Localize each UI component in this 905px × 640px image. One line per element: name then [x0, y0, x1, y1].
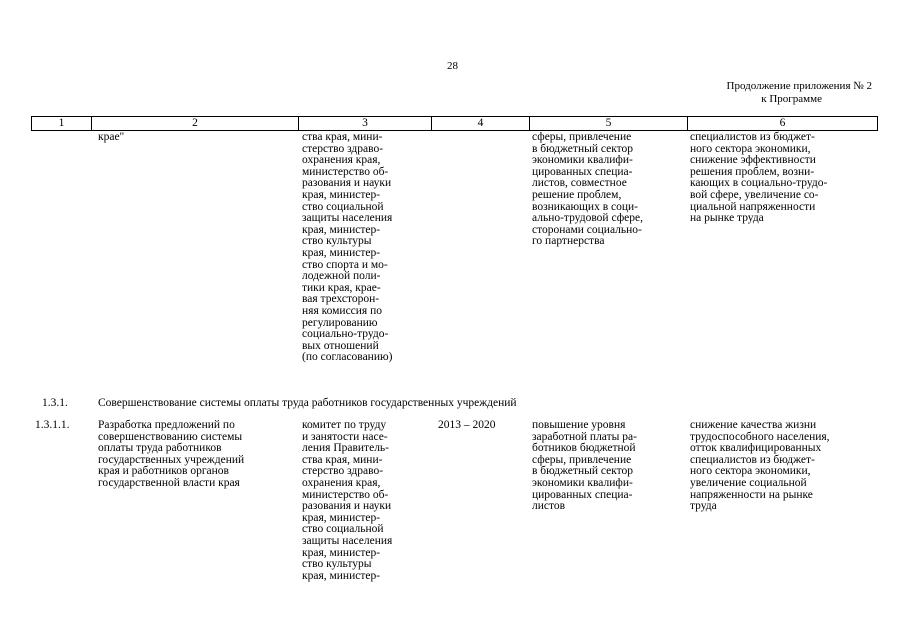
row-1311-measure: Разработка предложений по совершенствованию системы оплаты труда работников государственных учреждений края и работников органов государственной власти края: [98, 419, 245, 489]
column-header-1: 1: [32, 117, 92, 131]
continuation-note: [660, 80, 872, 106]
row-1311-number: 1.3.1.1.: [35, 419, 70, 431]
block1-expected-result: сферы, привлечение в бюджетный сектор экономики квалифи- цированных специа- листов, совместное решение проблем, возникающих в соци- ально-трудовой сфере, сторонами социально- го партнерства: [532, 131, 643, 248]
row-1311-responsible: комитет по труду и занятости насе- ления Правитель- ства края, мини- стерство здраво- охранения края, министерство об- разования и науки края, министер- ство социальной защиты населения края, министер- ство культуры края, министер-: [302, 419, 393, 582]
continuation-line-1: Продолжение приложения № 2: [726, 80, 872, 92]
column-header-5: 5: [530, 117, 688, 131]
row-1311-period: 2013 – 2020: [438, 419, 496, 431]
continuation-line-2: к Программе: [761, 93, 822, 105]
column-header-row: [31, 116, 878, 131]
column-header-6: 6: [688, 117, 878, 131]
block1-responsible: ства края, мини- стерство здраво- охранения края, министерство об- разования и науки края, министер- ство социальной защиты населения края, министер- ство культуры края, министер- ство спорта и мо- лодежной поли- тики края, крае- вая трехсторон- няя комиссия по регулированию социально-трудо- вых отношений (по согласованию): [302, 131, 393, 364]
block1-col2: крае": [98, 131, 125, 143]
column-header-2: 2: [92, 117, 299, 131]
page-number: 28: [447, 60, 458, 72]
row-131-title: Совершенствование системы оплаты труда работников государственных учреждений: [98, 397, 517, 409]
row-131-number: 1.3.1.: [42, 397, 68, 409]
column-header-3: 3: [299, 117, 432, 131]
row-1311-consequences: снижение качества жизни трудоспособного населения, отток квалифицированных специалистов из бюджет- ного сектора экономики, увеличение социальной напряженности на рынке труда: [690, 419, 830, 513]
row-1311-expected-result: повышение уровня заработной платы ра- ботников бюджетной сферы, привлечение в бюджетный сектор экономики квалифи- цированных специа- листов: [532, 419, 637, 513]
block1-consequences: специалистов из бюджет- ного сектора экономики, снижение эффективности решения проблем, возни- кающих в социально-трудо- вой сфере, увеличение со- циальной напряженности на рынке труда: [690, 131, 828, 225]
column-header-4: 4: [432, 117, 530, 131]
